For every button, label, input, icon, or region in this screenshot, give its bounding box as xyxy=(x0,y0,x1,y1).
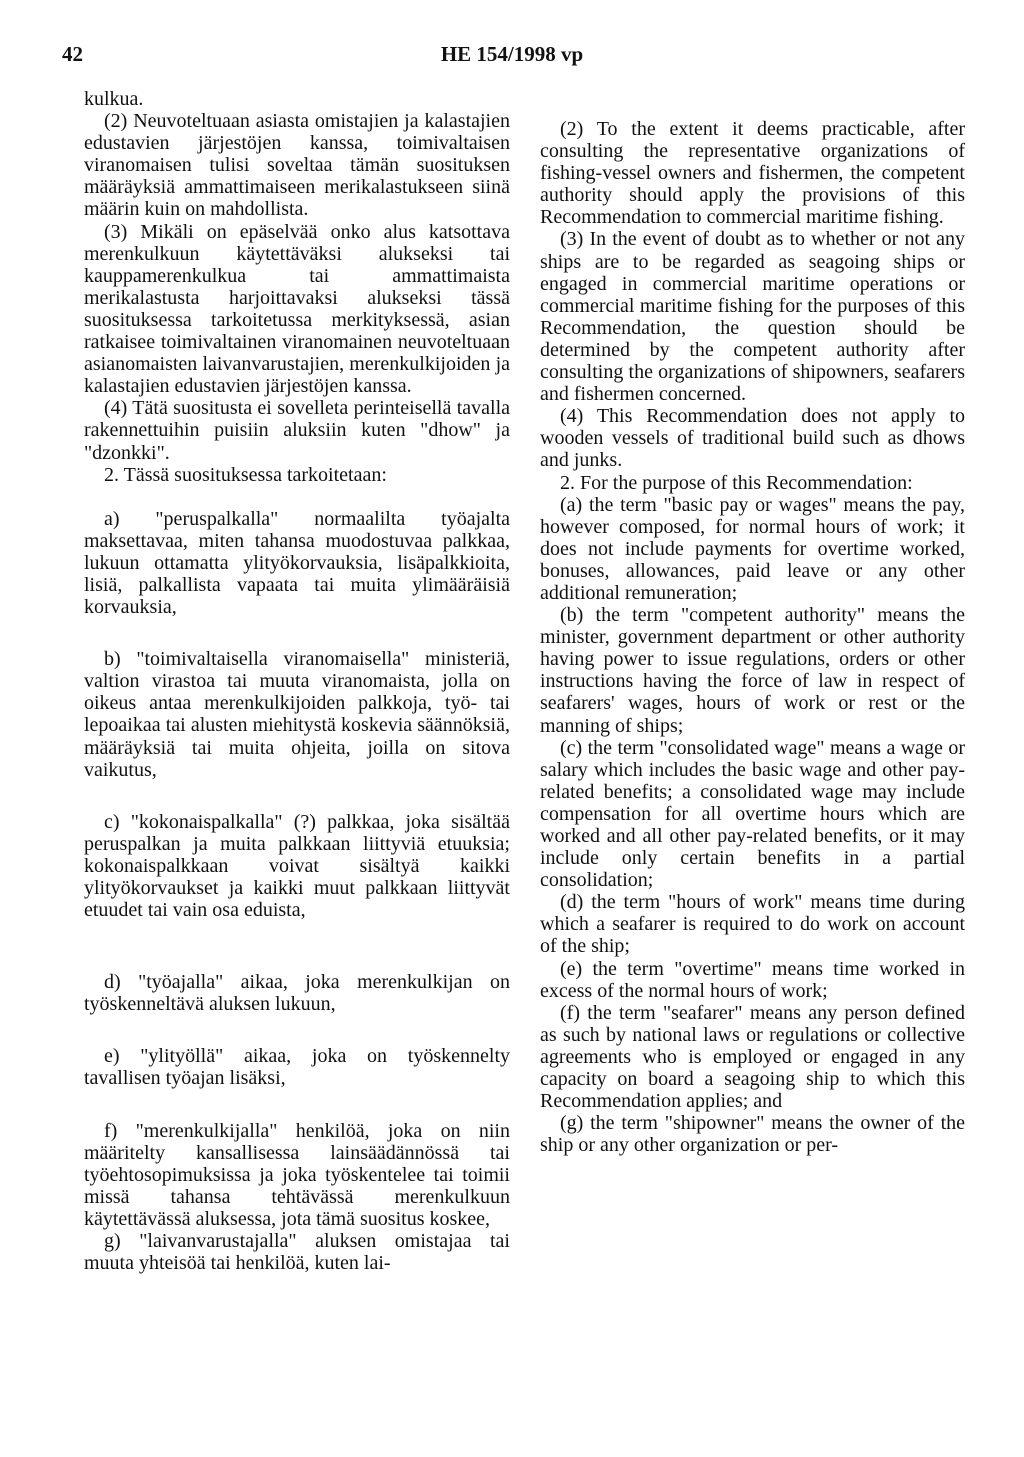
fi-definition-a: a) "peruspalkalla" normaalilta työajalta maksettavaa, miten tahansa muodostuvaa palkkaa, lukuun ottamatta ylityökorvauksia, lisäpalkkioita, lisiä, palkallista vapaata tai muita ylimääräisiä korvauksia, xyxy=(84,507,510,619)
fi-section-2: 2. Tässä suosituksessa tarkoitetaan: xyxy=(104,463,387,486)
document-title: HE 154/1998 vp xyxy=(440,42,584,66)
fi-definition-b: b) "toimivaltaisella viranomaisella" ministeriä, valtion virastoa tai muuta viranomaista, jolla on oikeus antaa merenkulkijoiden palkkoja, työ- tai lepoaikaa tai alusten miehitystä koskevia säännöksiä, määräyksiä tai muita ohjeita, joilla on sitova vaikutus, xyxy=(84,648,510,781)
en-paragraph-4: (4) This Recommendation does not apply to wooden vessels of traditional build such as dhows and junks. xyxy=(540,405,965,472)
fi-definition-f: f) "merenkulkijalla" henkilöä, joka on niin määritelty kansallisessa lainsäädännössä tai työehtosopimuksissa ja joka työskentelee tai toimii missä tahansa tehtävässä merenkulkuun käytettävässä aluksessa, jota tämä suositus koskee, xyxy=(84,1119,510,1230)
en-definition-a: (a) the term "basic pay or wages" means the pay, however composed, for normal hours of work; it does not include payments for overtime worked, bonuses, allowances, paid leave or any other additional remuneration; xyxy=(540,493,965,604)
en-definition-g: (g) the term "shipowner" means the owner of the ship or any other organization or per- xyxy=(540,1112,965,1157)
en-definition-b: (b) the term "competent authority" means the minister, government department or other authority having power to issue regulations, orders or other instructions having the force of law in respect of seafarers' wages, hours of work or rest or the manning of ships; xyxy=(540,604,965,737)
fi-paragraph-2: (2) Neuvoteltuaan asiasta omistajien ja kalastajien edustavien järjestöjen kanssa, toimivaltaisen viranomaisen tulisi soveltaa tämän suosituksen määräyksiä ammattimaiseen merikalastukseen siinä määrin kuin on mahdollista. xyxy=(84,110,510,221)
fi-paragraph-3: (3) Mikäli on epäselvää onko alus katsottava merenkulkuun käytettäväksi alukseksi tai kauppamerenkulkua tai ammattimaista merikalastusta harjoittavaksi alukseksi tässä suosituksessa tarkoitetussa merkityksessä, asian ratkaisee toimivaltainen viranomainen neuvoteltuaan asianomaisten laivanvarustajien, merenkulkijoiden ja kalastajien edustavien järjestöjen kanssa. xyxy=(84,220,510,398)
en-definition-c: (c) the term "consolidated wage" means a wage or salary which includes the basic wage and other pay-related benefits; a consolidated wage may include compensation for all overtime hours which are worked and all other pay-related benefits, or it may include only certain benefits in a partial consolidation; xyxy=(540,736,965,892)
fi-definition-d: d) "työajalla" aikaa, joka merenkulkijan on työskenneltävä aluksen lukuun, xyxy=(84,971,510,1016)
finnish-column xyxy=(84,88,510,1274)
en-paragraph-3: (3) In the event of doubt as to whether or not any ships are to be regarded as seagoing ships or engaged in commercial maritime operations or commercial maritime fishing for the purposes of this Recommendation, the question should be determined by the competent authority after consulting the organizations of shipowners, seafarers and fishermen concerned. xyxy=(540,228,965,406)
fi-definition-g: g) "laivanvarustajalla" aluksen omistajaa tai muuta yhteisöä tai henkilöä, kuten lai- xyxy=(84,1230,510,1275)
en-section-2: 2. For the purpose of this Recommendation: xyxy=(560,471,913,494)
english-column xyxy=(540,118,965,1156)
fi-definition-e: e) "ylityöllä" aikaa, joka on työskennelty tavallisen työajan lisäksi, xyxy=(84,1045,510,1090)
en-definition-f: (f) the term "seafarer" means any person defined as such by national laws or regulations or collective agreements who is employed or engaged in any capacity on board a seagoing ship to which this Recommendation applies; and xyxy=(540,1001,965,1113)
fi-lead-text: kulkua. xyxy=(84,88,144,110)
fi-paragraph-4: (4) Tätä suositusta ei sovelleta perinteisellä tavalla rakennettuihin puisiin aluksiin kuten "dhow" ja "dzonkki". xyxy=(84,397,510,464)
fi-definition-c: c) "kokonaispalkalla" (?) palkkaa, joka sisältää peruspalkan ja muita palkkaan liittyviä etuuksia; kokonaispalkkaan voivat sisältyä kaikki ylityökorvaukset ja kaikki muut palkkaan liittyvät etuudet tai vain osa eduista, xyxy=(84,810,510,922)
en-paragraph-2: (2) To the extent it deems practicable, after consulting the representative organizations of fishing-vessel owners and fishermen, the competent authority should apply the provisions of this Recommendation to commercial maritime fishing. xyxy=(540,118,965,229)
en-definition-e: (e) the term "overtime" means time worked in excess of the normal hours of work; xyxy=(540,957,965,1002)
en-definition-d: (d) the term "hours of work" means time during which a seafarer is required to do work on account of the ship; xyxy=(540,891,965,958)
page-number: 42 xyxy=(62,42,83,66)
page-header xyxy=(0,42,1024,82)
